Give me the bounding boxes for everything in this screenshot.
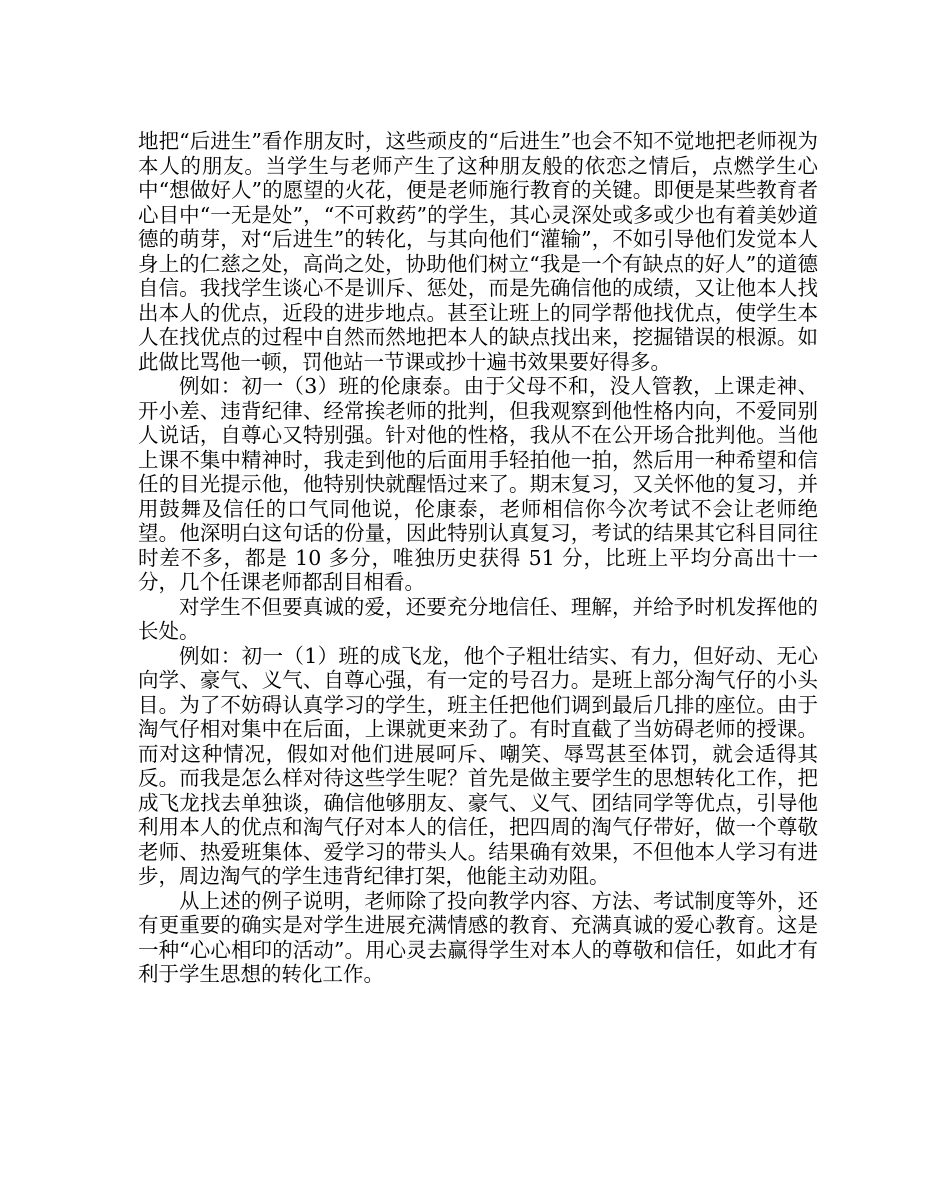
paragraph-3: 对学生不但要真诚的爱，还要充分地信任、理解，并给予时机发挥他的长处。 — [138, 594, 818, 643]
body-text — [138, 129, 818, 987]
paragraph-5: 从上述的例子说明，老师除了投向教学内容、方法、考试制度等外，还有更重要的确实是对学生进展充满情感的教育、充满真诚的爱心教育。这是一种“心心相印的活动”。用心灵去赢得学生对本人的尊敬和信任，如此才有利于学生思想的转化工作。 — [138, 888, 818, 986]
paragraph-1: 地把“后进生”看作朋友时，这些顽皮的“后进生”也会不知不觉地把老师视为本人的朋友。当学生与老师产生了这种朋友般的依恋之情后，点燃学生心中“想做好人”的愿望的火花，便是老师施行教育的关键。即便是某些教育者心目中“一无是处”，“不可救药”的学生，其心灵深处或多或少也有着美妙道德的萌芽，对“后进生”的转化，与其向他们“灌输”，不如引导他们发觉本人身上的仁慈之处，高尚之处，协助他们树立“我是一个有缺点的好人”的道德自信。我找学生谈心不是训斥、惩处，而是先确信他的成绩，又让他本人找出本人的优点，近段的进步地点。甚至让班上的同学帮他找优点，使学生本人在找优点的过程中自然而然地把本人的缺点找出来，挖掘错误的根源。如此做比骂他一顿，罚他站一节课或抄十遍书效果要好得多。 — [138, 129, 818, 374]
paragraph-2: 例如：初一（3）班的伦康泰。由于父母不和，没人管教，上课走神、开小差、违背纪律、经常挨老师的批判，但我观察到他性格内向，不爱同别人说话，自尊心又特别强。针对他的性格，我从不在公开场合批判他。当他上课不集中精神时，我走到他的后面用手轻拍他一拍，然后用一种希望和信任的目光提示他，他特别快就醒悟过来了。期末复习，又关怀他的复习，并用鼓舞及信任的口气同他说，伦康泰，老师相信你今次考试不会让老师绝望。他深明白这句话的份量，因此特别认真复习，考试的结果其它科目同往时差不多，都是 10 多分，唯独历史获得 51 分，比班上平均分高出十一分，几个任课老师都刮目相看。 — [138, 374, 818, 594]
paragraph-4: 例如：初一（1）班的成飞龙，他个子粗壮结实、有力，但好动、无心向学、豪气、义气、自尊心强，有一定的号召力。是班上部分淘气仔的小头目。为了不妨碍认真学习的学生，班主任把他们调到最后几排的座位。由于淘气仔相对集中在后面，上课就更来劲了。有时直截了当妨碍老师的授课。而对这种情况，假如对他们进展呵斥、嘲笑、辱骂甚至体罚，就会适得其反。而我是怎么样对待这些学生呢？首先是做主要学生的思想转化工作，把成飞龙找去单独谈，确信他够朋友、豪气、义气、团结同学等优点，引导他利用本人的优点和淘气仔对本人的信任，把四周的淘气仔带好，做一个尊敬老师、热爱班集体、爱学习的带头人。结果确有效果，不但他本人学习有进步，周边淘气的学生违背纪律打架，他能主动劝阻。 — [138, 643, 818, 888]
